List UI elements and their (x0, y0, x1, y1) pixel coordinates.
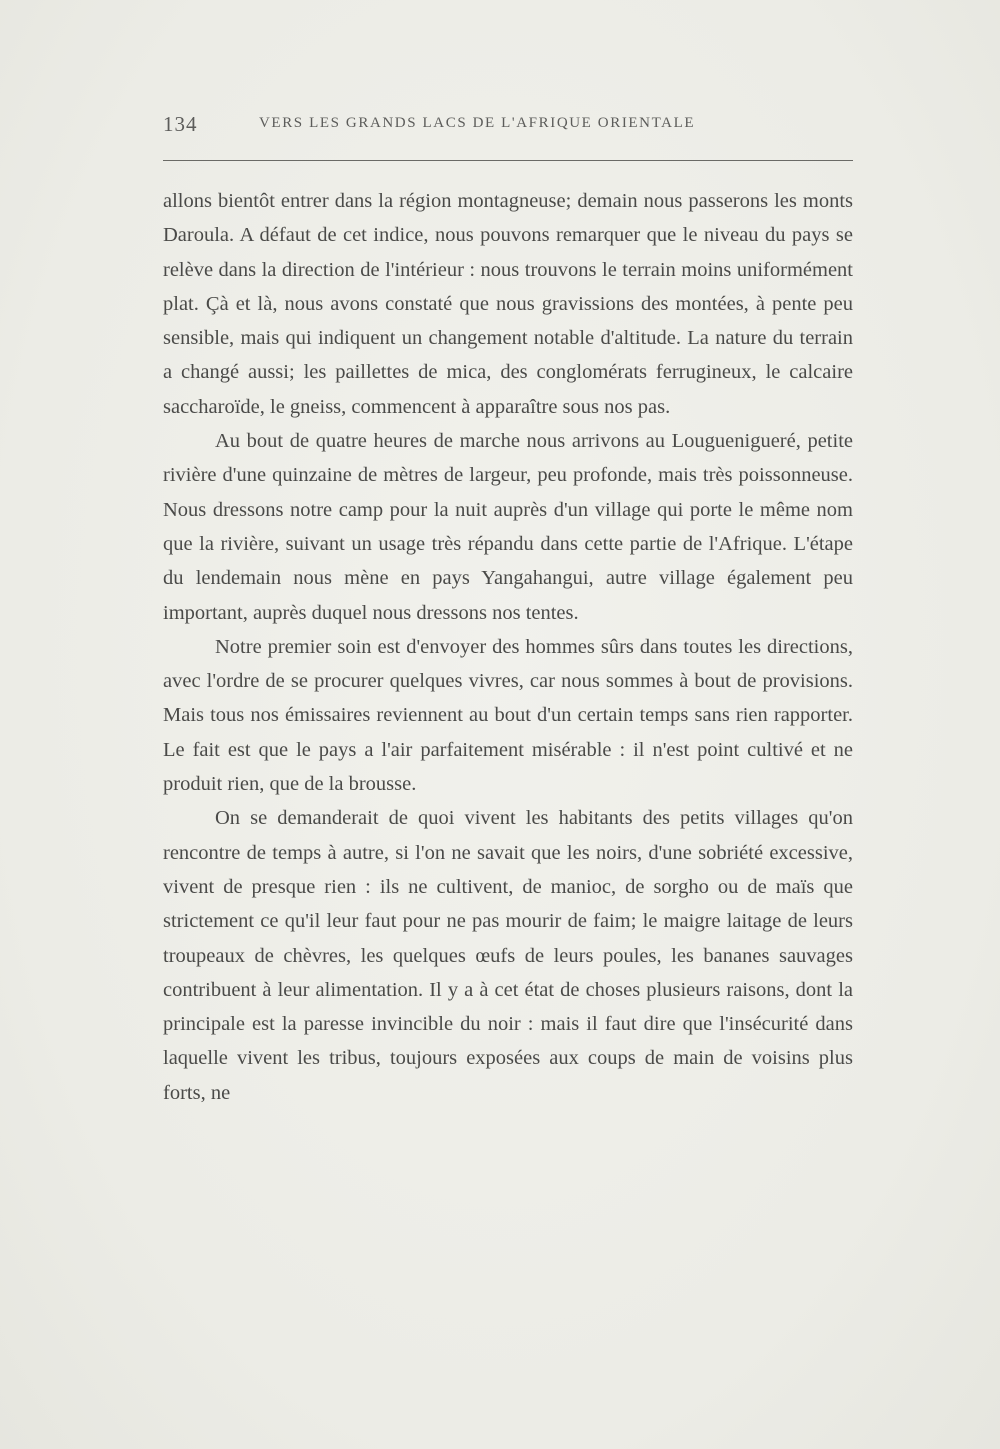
body-text (163, 184, 853, 1110)
page-number: 134 (163, 112, 198, 136)
paragraph: Notre premier soin est d'envoyer des hommes sûrs dans toutes les directions, avec l'ordre de se procurer quelques vivres, car nous sommes à bout de provisions. Mais tous nos émissaires reviennent au bout d'un certain temps sans rien rapporter. Le fait est que le pays a l'air parfaitement misérable : il n'est point cultivé et ne produit rien, que de la brousse. (163, 635, 853, 796)
paragraph: allons bientôt entrer dans la région montagneuse; demain nous passerons les monts Daroula. A défaut de cet indice, nous pouvons remarquer que le niveau du pays se relève dans la direction de l'intérieur : nous trouvons le terrain moins uniformément plat. Çà et là, nous avons constaté que nous gravissions des montées, à pente peu sensible, mais qui indiquent un changement notable d'altitude. La nature du terrain a changé aussi; les paillettes de mica, des conglomérats ferrugineux, le calcaire saccharoïde, le gneiss, commencent à apparaître sous nos pas. (163, 190, 853, 418)
running-title: VERS LES GRANDS LACS DE L'AFRIQUE ORIENTALE (259, 115, 696, 131)
paragraph: Au bout de quatre heures de marche nous arrivons au Louguenigueré, petite rivière d'une quinzaine de mètres de largeur, peu profonde, mais très poissonneuse. Nous dressons notre camp pour la nuit auprès d'un village qui porte le même nom que la rivière, suivant un usage très répandu dans cette partie de l'Afrique. L'étape du lendemain nous mène en pays Yangahangui, autre village également peu important, auprès duquel nous dressons nos tentes. (163, 430, 853, 624)
page-header (163, 112, 853, 142)
header-rule (163, 160, 853, 161)
paragraph: On se demanderait de quoi vivent les habitants des petits villages qu'on rencontre de temps à autre, si l'on ne savait que les noirs, d'une sobriété excessive, vivent de presque rien : ils ne cultivent, de manioc, de sorgho ou de maïs que strictement ce qu'il leur faut pour ne pas mourir de faim; le maigre laitage de leurs troupeaux de chèvres, les quelques œufs de leurs poules, les bananes sauvages contribuent à leur alimentation. Il y a à cet état de choses plusieurs raisons, dont la principale est la paresse invincible du noir : mais il faut dire que l'insécurité dans laquelle vivent les tribus, toujours exposées aux coups de main de voisins plus forts, ne (163, 807, 853, 1104)
